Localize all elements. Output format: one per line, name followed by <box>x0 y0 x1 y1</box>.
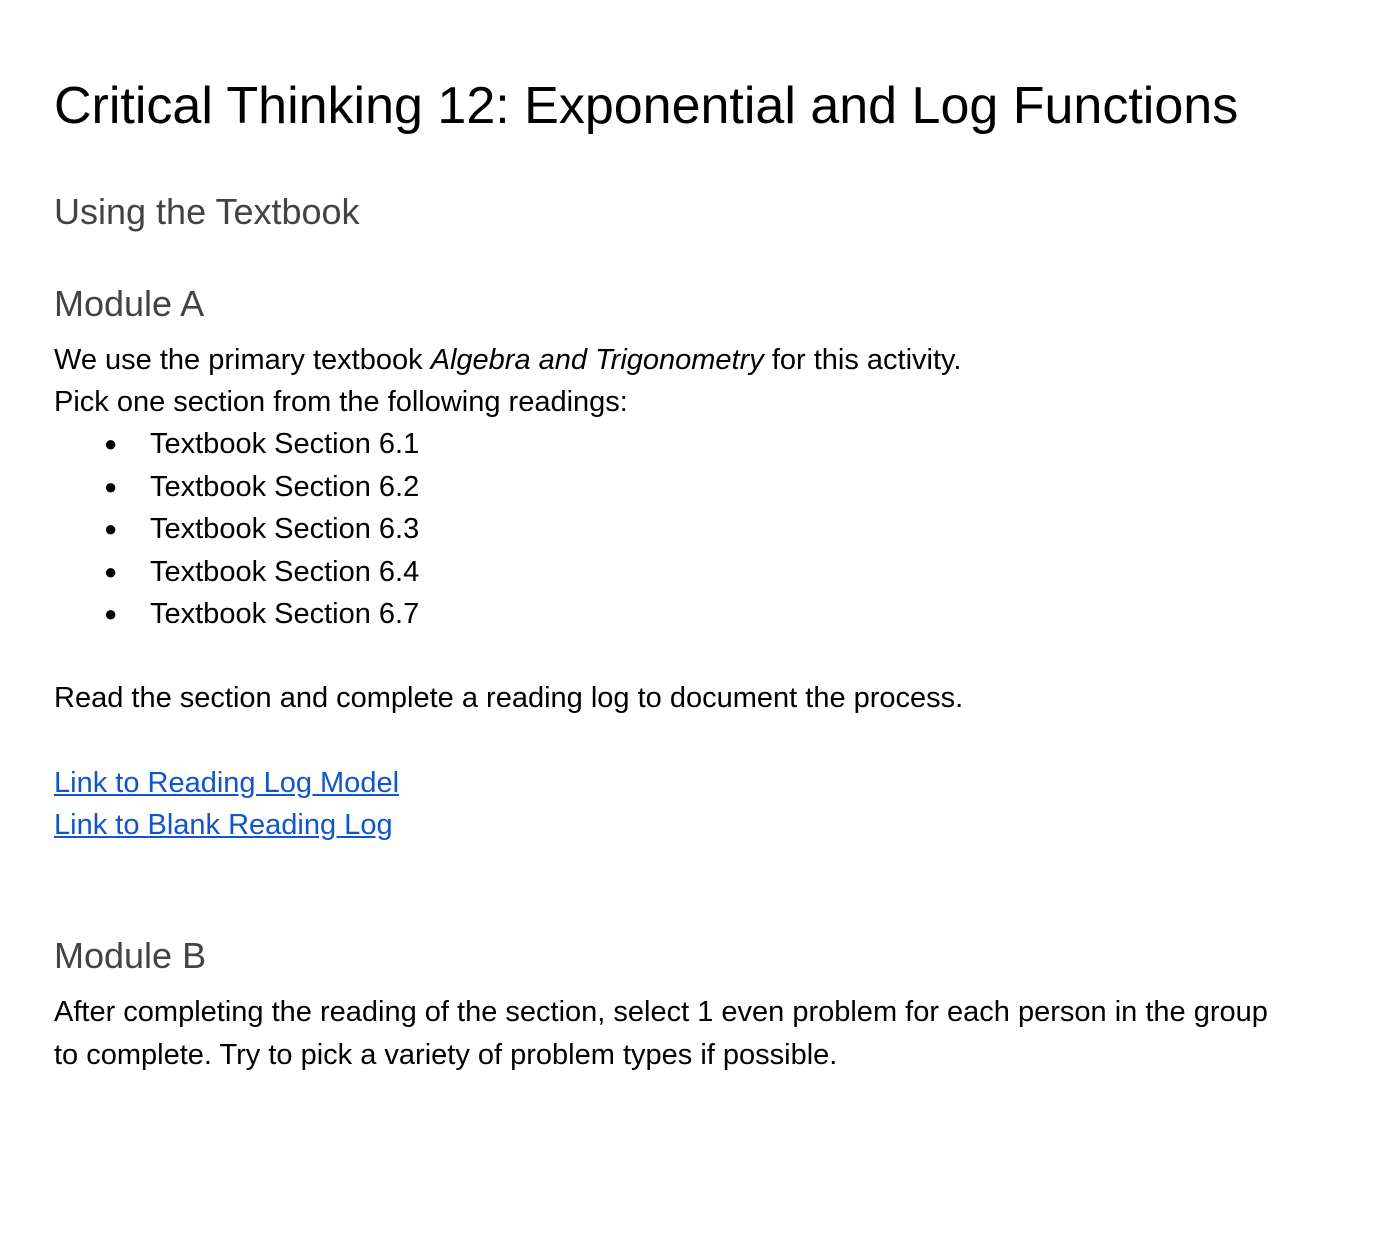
bullet-icon: ● <box>104 473 118 499</box>
list-item <box>54 593 419 636</box>
document-title: Critical Thinking 12: Exponential and Log Functions <box>54 77 1239 135</box>
section-label: Textbook Section 6.2 <box>150 470 420 503</box>
section-subtitle: Using the Textbook <box>54 191 360 232</box>
textbook-title: Algebra and Trigonometry <box>430 344 764 376</box>
intro-line <box>54 339 961 381</box>
reading-log-links <box>54 762 399 846</box>
section-label: Textbook Section 6.4 <box>150 555 420 588</box>
bullet-icon: ● <box>104 431 118 456</box>
section-label: Textbook Section 6.3 <box>150 513 420 545</box>
module-a-intro <box>54 339 961 423</box>
reading-log-model-link[interactable]: Link to Reading Log Model <box>54 767 400 799</box>
intro-before-text: We use the primary textbook <box>54 344 431 376</box>
section-label: Textbook Section 6.1 <box>150 428 420 460</box>
module-a-heading: Module A <box>54 283 205 324</box>
pick-section-text: Pick one section from the following readings: <box>54 386 628 418</box>
blank-reading-log-link[interactable]: Link to Blank Reading Log <box>54 809 393 841</box>
list-item <box>54 508 419 551</box>
section-label: Textbook Section 6.7 <box>150 598 420 630</box>
list-item <box>54 423 419 466</box>
module-b-instructions: After completing the reading of the section, select 1 even problem for each person in the group to complete. Try to pick a variety of problem types if possible. <box>54 996 1268 1071</box>
bullet-icon: ● <box>104 558 118 584</box>
reading-instructions: Read the section and complete a reading log to document the process. <box>54 682 964 714</box>
bullet-icon: ● <box>104 601 118 626</box>
module-b-heading: Module B <box>54 935 207 976</box>
section-list <box>54 423 419 636</box>
intro-after-text: for this activity. <box>763 344 962 376</box>
bullet-icon: ● <box>104 516 118 541</box>
list-item <box>54 466 419 509</box>
list-item <box>54 551 419 594</box>
